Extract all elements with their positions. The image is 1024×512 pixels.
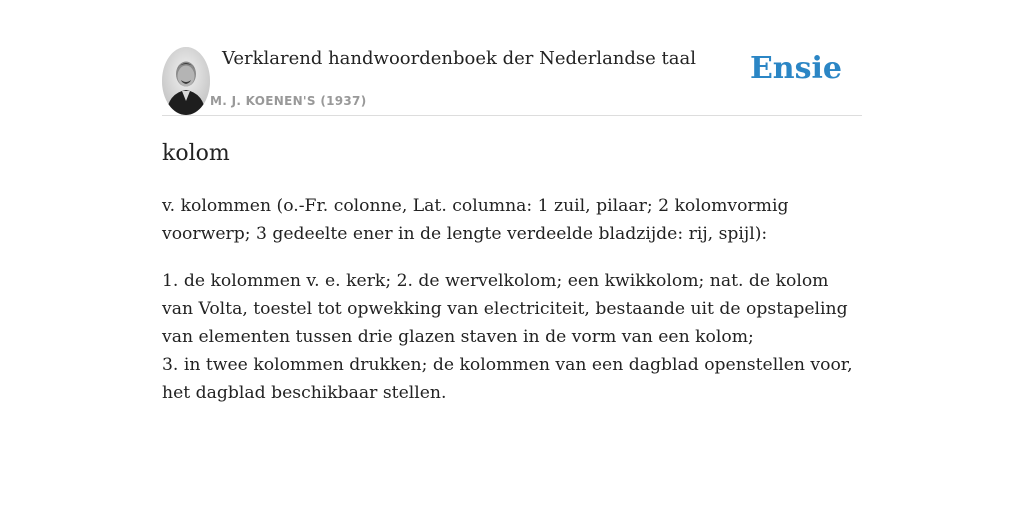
author-portrait-icon [162,47,210,115]
entry-sense-1-2: 1. de kolommen v. e. kerk; 2. de wervelkolom; een kwikkolom; nat. de kolom van Volta, toestel tot opwekking van electriciteit, bestaande uit de opstapeling van elementen tussen drie glazen staven in de vorm van een kolom; [162,271,848,347]
author-credit: M. J. KOENEN'S (1937) [210,94,367,108]
page-container [162,0,862,403]
entry-senses [162,267,862,407]
site-header [162,0,862,116]
entry-etymology: v. kolommen (o.-Fr. colonne, Lat. columna: 1 zuil, pilaar; 2 kolomvormig voorwerp; 3 gedeelte ener in de lengte verdeelde bladzijde: rij, spijl): [162,196,789,244]
entry-sense-3: 3. in twee kolommen drukken; de kolommen van een dagblad openstellen voor, het dagblad beschikbaar stellen. [162,355,853,403]
entry-definition [162,192,862,426]
brand-logo-link[interactable]: Ensie [749,51,842,86]
book-title: Verklarend handwoordenboek der Nederlandse taal [222,48,696,69]
entry-headword: kolom [162,141,230,166]
